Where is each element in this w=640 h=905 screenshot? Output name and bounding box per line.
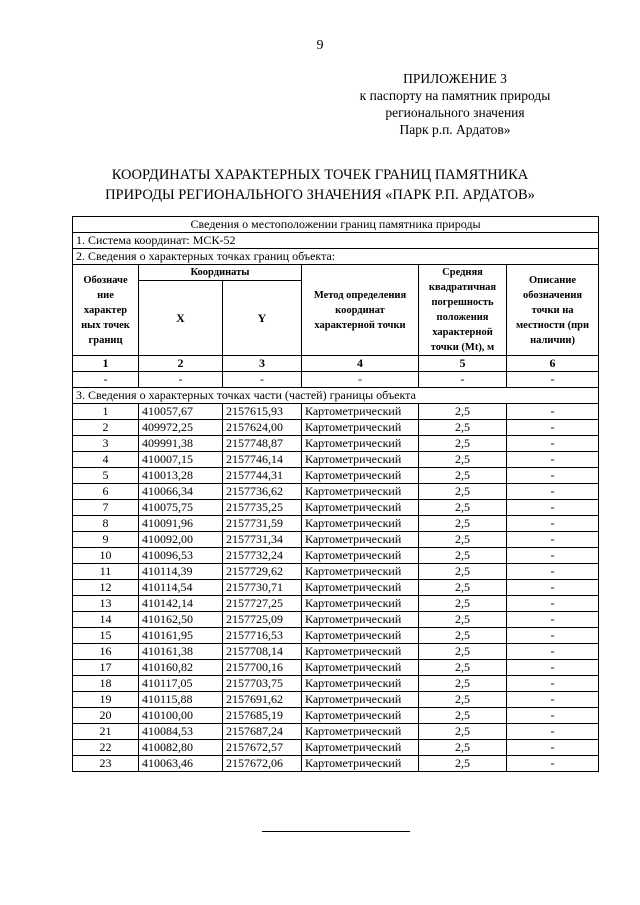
method-cell: Картометрический	[302, 740, 419, 756]
x-coordinate-cell: 410162,50	[139, 612, 223, 628]
y-coordinate-cell: 2157736,62	[223, 484, 302, 500]
coordinates-table	[72, 216, 599, 772]
description-cell: -	[507, 484, 599, 500]
table-row	[73, 756, 599, 772]
column-number-row	[73, 356, 599, 372]
title-line: КООРДИНАТЫ ХАРАКТЕРНЫХ ТОЧЕК ГРАНИЦ ПАМЯТНИКА	[111, 167, 529, 183]
y-coordinate-cell: 2157730,71	[223, 580, 302, 596]
point-number-cell: 14	[73, 612, 139, 628]
accuracy-cell: 2,5	[419, 596, 507, 612]
table-row	[73, 628, 599, 644]
x-coordinate-cell: 410013,28	[139, 468, 223, 484]
table-row	[73, 404, 599, 420]
description-cell: -	[507, 692, 599, 708]
accuracy-cell: 2,5	[419, 644, 507, 660]
header-x: X	[139, 281, 223, 356]
description-cell: -	[507, 580, 599, 596]
point-number-cell: 15	[73, 628, 139, 644]
accuracy-cell: 2,5	[419, 708, 507, 724]
x-coordinate-cell: 409991,38	[139, 436, 223, 452]
description-cell: -	[507, 756, 599, 772]
accuracy-cell: 2,5	[419, 628, 507, 644]
method-cell: Картометрический	[302, 756, 419, 772]
description-cell: -	[507, 436, 599, 452]
appendix-line: Парк р.п. Ардатов»	[399, 122, 511, 137]
y-coordinate-cell: 2157615,93	[223, 404, 302, 420]
header-accuracy: Средняя квадратичная погрешность положения характерной точки (Mt), м	[419, 265, 507, 356]
method-cell: Картометрический	[302, 628, 419, 644]
table-row	[73, 516, 599, 532]
method-cell: Картометрический	[302, 404, 419, 420]
x-coordinate-cell: 410007,15	[139, 452, 223, 468]
header-point-designation: Обозначе ние характер ных точек границ	[73, 265, 139, 356]
coordinate-system: 1. Система координат: МСК-52	[73, 233, 599, 249]
point-number-cell: 12	[73, 580, 139, 596]
point-number-cell: 5	[73, 468, 139, 484]
description-cell: -	[507, 708, 599, 724]
x-coordinate-cell: 410057,67	[139, 404, 223, 420]
column-number: 5	[419, 356, 507, 372]
document-title	[0, 165, 640, 205]
description-cell: -	[507, 612, 599, 628]
accuracy-cell: 2,5	[419, 564, 507, 580]
accuracy-cell: 2,5	[419, 692, 507, 708]
accuracy-cell: 2,5	[419, 756, 507, 772]
description-cell: -	[507, 420, 599, 436]
point-number-cell: 23	[73, 756, 139, 772]
column-number: 3	[223, 356, 302, 372]
column-number: 4	[302, 356, 419, 372]
y-coordinate-cell: 2157687,24	[223, 724, 302, 740]
column-number: 2	[139, 356, 223, 372]
method-cell: Картометрический	[302, 644, 419, 660]
x-coordinate-cell: 409972,25	[139, 420, 223, 436]
y-coordinate-cell: 2157732,24	[223, 548, 302, 564]
method-cell: Картометрический	[302, 676, 419, 692]
y-coordinate-cell: 2157624,00	[223, 420, 302, 436]
accuracy-cell: 2,5	[419, 484, 507, 500]
description-cell: -	[507, 724, 599, 740]
point-number-cell: 16	[73, 644, 139, 660]
table-row	[73, 484, 599, 500]
accuracy-cell: 2,5	[419, 580, 507, 596]
y-coordinate-cell: 2157691,62	[223, 692, 302, 708]
empty-points-row	[73, 372, 599, 388]
table-row	[73, 564, 599, 580]
description-cell: -	[507, 404, 599, 420]
table-row	[73, 708, 599, 724]
table-row	[73, 548, 599, 564]
y-coordinate-cell: 2157744,31	[223, 468, 302, 484]
method-cell: Картометрический	[302, 580, 419, 596]
x-coordinate-cell: 410161,95	[139, 628, 223, 644]
description-cell: -	[507, 740, 599, 756]
x-coordinate-cell: 410114,39	[139, 564, 223, 580]
method-cell: Картометрический	[302, 596, 419, 612]
accuracy-cell: 2,5	[419, 404, 507, 420]
appendix-line: к паспорту на памятник природы	[359, 88, 551, 103]
method-cell: Картометрический	[302, 484, 419, 500]
y-coordinate-cell: 2157748,87	[223, 436, 302, 452]
method-cell: Картометрический	[302, 612, 419, 628]
accuracy-cell: 2,5	[419, 548, 507, 564]
x-coordinate-cell: 410161,38	[139, 644, 223, 660]
y-coordinate-cell: 2157746,14	[223, 452, 302, 468]
method-cell: Картометрический	[302, 500, 419, 516]
description-cell: -	[507, 564, 599, 580]
column-number: 6	[507, 356, 599, 372]
section-2-heading: 2. Сведения о характерных точках границ объекта:	[73, 249, 599, 265]
header-coordinates: Координаты	[139, 265, 302, 281]
point-number-cell: 19	[73, 692, 139, 708]
x-coordinate-cell: 410063,46	[139, 756, 223, 772]
point-number-cell: 10	[73, 548, 139, 564]
method-cell: Картометрический	[302, 468, 419, 484]
accuracy-cell: 2,5	[419, 420, 507, 436]
point-number-cell: 3	[73, 436, 139, 452]
x-coordinate-cell: 410066,34	[139, 484, 223, 500]
header-method: Метод определения координат характерной точки	[302, 265, 419, 356]
accuracy-cell: 2,5	[419, 740, 507, 756]
method-cell: Картометрический	[302, 548, 419, 564]
table-row	[73, 660, 599, 676]
method-cell: Картометрический	[302, 564, 419, 580]
point-number-cell: 4	[73, 452, 139, 468]
page-number: 9	[316, 38, 324, 53]
description-cell: -	[507, 500, 599, 516]
y-coordinate-cell: 2157700,16	[223, 660, 302, 676]
x-coordinate-cell: 410117,05	[139, 676, 223, 692]
description-cell: -	[507, 532, 599, 548]
description-cell: -	[507, 660, 599, 676]
accuracy-cell: 2,5	[419, 676, 507, 692]
table-row	[73, 452, 599, 468]
column-number: 1	[73, 356, 139, 372]
description-cell: -	[507, 548, 599, 564]
description-cell: -	[507, 644, 599, 660]
section-3-heading: 3. Сведения о характерных точках части (частей) границы объекта	[73, 388, 599, 404]
point-number-cell: 17	[73, 660, 139, 676]
x-coordinate-cell: 410084,53	[139, 724, 223, 740]
table-row	[73, 644, 599, 660]
description-cell: -	[507, 676, 599, 692]
table-row	[73, 692, 599, 708]
point-number-cell: 2	[73, 420, 139, 436]
accuracy-cell: 2,5	[419, 468, 507, 484]
point-number-cell: 11	[73, 564, 139, 580]
accuracy-cell: 2,5	[419, 436, 507, 452]
accuracy-cell: 2,5	[419, 612, 507, 628]
description-cell: -	[507, 452, 599, 468]
x-coordinate-cell: 410142,14	[139, 596, 223, 612]
accuracy-cell: 2,5	[419, 500, 507, 516]
y-coordinate-cell: 2157672,06	[223, 756, 302, 772]
accuracy-cell: 2,5	[419, 724, 507, 740]
x-coordinate-cell: 410096,53	[139, 548, 223, 564]
table-row	[73, 468, 599, 484]
y-coordinate-cell: 2157729,62	[223, 564, 302, 580]
description-cell: -	[507, 468, 599, 484]
x-coordinate-cell: 410115,88	[139, 692, 223, 708]
table-row	[73, 740, 599, 756]
table-row	[73, 596, 599, 612]
table-row	[73, 612, 599, 628]
table-row	[73, 500, 599, 516]
point-number-cell: 22	[73, 740, 139, 756]
y-coordinate-cell: 2157731,34	[223, 532, 302, 548]
y-coordinate-cell: 2157725,09	[223, 612, 302, 628]
y-coordinate-cell: 2157716,53	[223, 628, 302, 644]
description-cell: -	[507, 628, 599, 644]
description-cell: -	[507, 516, 599, 532]
method-cell: Картометрический	[302, 692, 419, 708]
dash-cell: -	[139, 372, 223, 388]
method-cell: Картометрический	[302, 436, 419, 452]
method-cell: Картометрический	[302, 452, 419, 468]
header-description: Описание обозначения точки на местности (при наличии)	[507, 265, 599, 356]
appendix-line: регионального значения	[385, 105, 525, 120]
description-cell: -	[507, 596, 599, 612]
method-cell: Картометрический	[302, 532, 419, 548]
point-number-cell: 20	[73, 708, 139, 724]
point-number-cell: 7	[73, 500, 139, 516]
y-coordinate-cell: 2157685,19	[223, 708, 302, 724]
table-row	[73, 420, 599, 436]
y-coordinate-cell: 2157672,57	[223, 740, 302, 756]
x-coordinate-cell: 410082,80	[139, 740, 223, 756]
point-number-cell: 18	[73, 676, 139, 692]
accuracy-cell: 2,5	[419, 516, 507, 532]
accuracy-cell: 2,5	[419, 452, 507, 468]
method-cell: Картометрический	[302, 708, 419, 724]
dash-cell: -	[302, 372, 419, 388]
title-line: ПРИРОДЫ РЕГИОНАЛЬНОГО ЗНАЧЕНИЯ «ПАРК Р.П. АРДАТОВ»	[105, 187, 535, 203]
method-cell: Картометрический	[302, 724, 419, 740]
x-coordinate-cell: 410092,00	[139, 532, 223, 548]
table-row	[73, 580, 599, 596]
method-cell: Картометрический	[302, 516, 419, 532]
y-coordinate-cell: 2157708,14	[223, 644, 302, 660]
y-coordinate-cell: 2157731,59	[223, 516, 302, 532]
header-y: Y	[223, 281, 302, 356]
method-cell: Картометрический	[302, 420, 419, 436]
point-number-cell: 6	[73, 484, 139, 500]
dash-cell: -	[223, 372, 302, 388]
appendix-line: ПРИЛОЖЕНИЕ 3	[403, 71, 507, 86]
appendix-note	[330, 70, 580, 138]
x-coordinate-cell: 410160,82	[139, 660, 223, 676]
point-number-cell: 1	[73, 404, 139, 420]
method-cell: Картометрический	[302, 660, 419, 676]
dash-cell: -	[73, 372, 139, 388]
table-row	[73, 676, 599, 692]
dash-cell: -	[507, 372, 599, 388]
dash-cell: -	[419, 372, 507, 388]
y-coordinate-cell: 2157703,75	[223, 676, 302, 692]
table-row	[73, 724, 599, 740]
accuracy-cell: 2,5	[419, 532, 507, 548]
point-number-cell: 13	[73, 596, 139, 612]
table-row	[73, 436, 599, 452]
table-row	[73, 532, 599, 548]
footer-divider	[262, 831, 410, 832]
point-number-cell: 9	[73, 532, 139, 548]
x-coordinate-cell: 410075,75	[139, 500, 223, 516]
y-coordinate-cell: 2157727,25	[223, 596, 302, 612]
x-coordinate-cell: 410114,54	[139, 580, 223, 596]
point-number-cell: 21	[73, 724, 139, 740]
table-heading: Сведения о местоположении границ памятника природы	[73, 217, 599, 233]
x-coordinate-cell: 410100,00	[139, 708, 223, 724]
y-coordinate-cell: 2157735,25	[223, 500, 302, 516]
point-number-cell: 8	[73, 516, 139, 532]
x-coordinate-cell: 410091,96	[139, 516, 223, 532]
accuracy-cell: 2,5	[419, 660, 507, 676]
